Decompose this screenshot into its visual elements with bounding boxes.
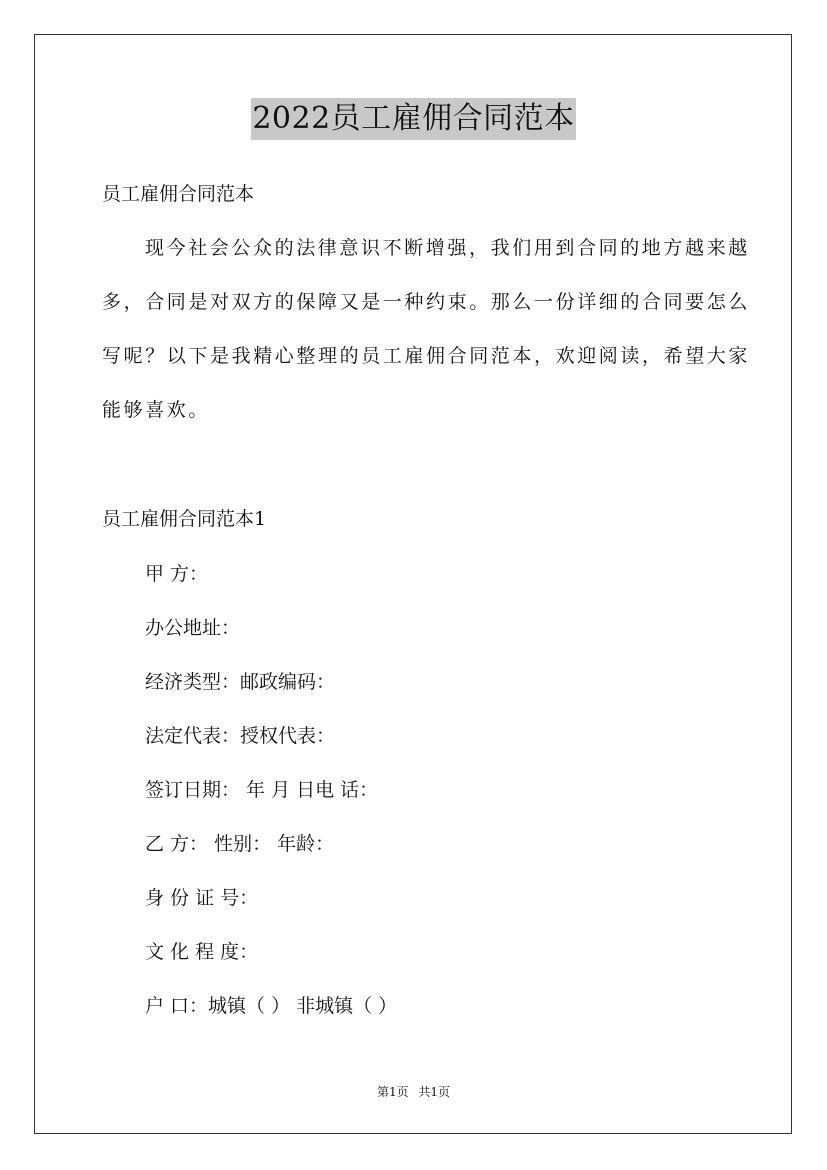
document-subtitle: 员工雇佣合同范本: [102, 183, 255, 205]
intro-line-3: 写呢？以下是我精心整理的员工雇佣合同范本，欢迎阅读，希望大家: [102, 345, 751, 367]
title-container: [0, 98, 827, 140]
document-title: 2022员工雇佣合同范本: [251, 98, 575, 140]
page-total: 共1页: [418, 1085, 451, 1099]
field-education: 文 化 程 度：: [145, 941, 259, 963]
page-footer: [0, 1084, 827, 1100]
field-signing-date: 签订日期： 年 月 日电 话：: [145, 779, 379, 801]
field-id-number: 身 份 证 号：: [145, 887, 259, 909]
intro-line-4: 能够喜欢。: [102, 399, 211, 421]
field-economic-type: 经济类型：邮政编码：: [145, 671, 336, 693]
page-number: 第1页: [376, 1085, 409, 1099]
field-office-address: 办公地址：: [145, 617, 241, 639]
intro-line-2: 多，合同是对双方的保障又是一种约束。那么一份详细的合同要怎么: [102, 291, 751, 313]
field-party-a: 甲 方：: [145, 563, 209, 585]
section-heading: 员工雇佣合同范本1: [102, 508, 267, 530]
field-party-b: 乙 方： 性别： 年龄：: [145, 833, 335, 855]
field-legal-representative: 法定代表：授权代表：: [145, 725, 336, 747]
field-household: 户 口：城镇（ ） 非城镇（ ）: [145, 995, 398, 1017]
intro-line-1: 现今社会公众的法律意识不断增强，我们用到合同的地方越来越: [145, 237, 750, 259]
